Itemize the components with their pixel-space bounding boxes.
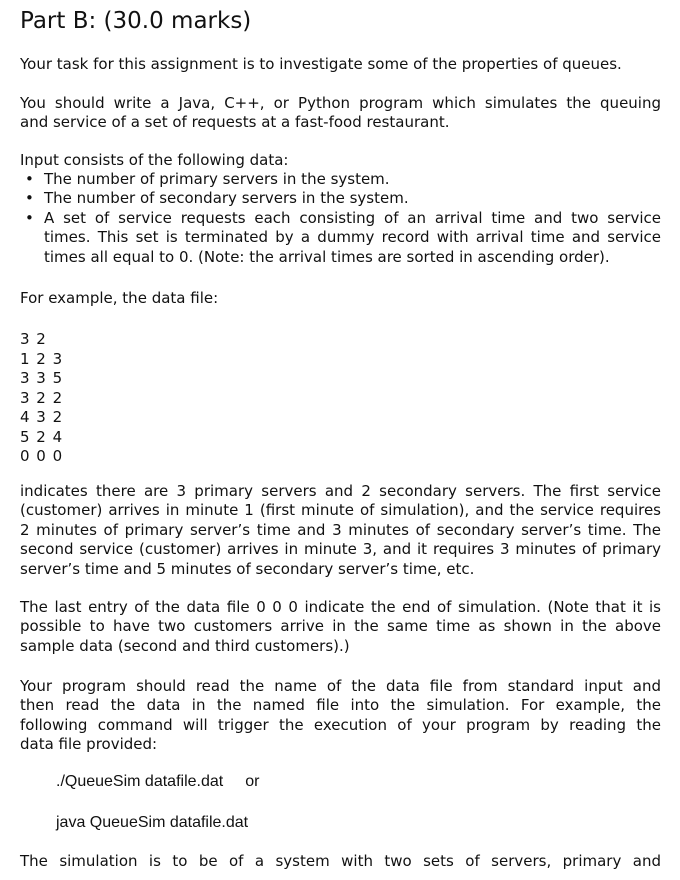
- data-line: 0 0 0: [20, 447, 64, 465]
- command-line-1: [56, 772, 259, 792]
- bullet-icon: •: [25, 208, 34, 227]
- bullet-text: The number of primary servers in the system.: [44, 170, 390, 188]
- command-text: java QueueSim datafile.dat: [56, 814, 249, 831]
- input-heading: [20, 151, 661, 170]
- paragraph-line: and service of a set of requests at a fast-food restaurant.: [20, 113, 450, 132]
- bullet-text: times. This set is terminated by a dummy record with arrival time and service: [44, 228, 661, 247]
- data-line: 3 2 2: [20, 388, 64, 407]
- program-paragraph: [20, 94, 661, 133]
- paragraph-line: second service (customer) arrives in minute 3, and it requires 3 minutes of primary: [20, 540, 661, 559]
- paragraph-line: indicates there are 3 primary servers and 2 secondary servers. The first service: [20, 482, 661, 500]
- paragraph-line: The last entry of the data file 0 0 0 indicate the end of simulation. (Note that it is: [20, 598, 661, 616]
- input-bullet-list: [20, 170, 661, 267]
- command-or: or: [245, 773, 260, 790]
- example-heading-text: For example, the data file:: [20, 289, 219, 307]
- input-heading-text: Input consists of the following data:: [20, 151, 289, 169]
- paragraph-line: following command will trigger the execution of your program by reading the: [20, 715, 661, 734]
- indicates-paragraph: [20, 482, 661, 579]
- intro-paragraph: [20, 55, 661, 74]
- command-text: ./QueueSim datafile.dat: [56, 773, 224, 790]
- paragraph-line: (customer) arrives in minute 1 (first minute of simulation), and the service requires: [20, 501, 661, 520]
- bullet-text: times all equal to 0. (Note: the arrival times are sorted in ascending order).: [44, 247, 610, 266]
- paragraph-line: 2 minutes of primary server’s time and 3 minutes of secondary server’s time. The: [20, 520, 661, 539]
- paragraph-line: sample data (second and third customers).): [20, 636, 350, 655]
- bullet-item: [20, 209, 661, 267]
- paragraph-line: server’s time and 5 minutes of secondary server’s time, etc.: [20, 559, 475, 578]
- paragraph-line: then read the data in the named file into the simulation. For example, the: [20, 696, 661, 715]
- bullet-item: [20, 170, 661, 189]
- data-line: 4 3 2: [20, 408, 64, 426]
- bullet-icon: •: [25, 189, 34, 208]
- intro-line: Your task for this assignment is to investigate some of the properties of queues.: [20, 55, 622, 73]
- read-paragraph: [20, 677, 661, 755]
- command-line-2: [56, 813, 248, 833]
- data-line: 5 2 4: [20, 427, 64, 446]
- data-line: 3 3 5: [20, 369, 64, 387]
- bullet-icon: •: [25, 170, 34, 188]
- paragraph-line: The simulation is to be of a system with two sets of servers, primary and: [20, 852, 661, 870]
- bullet-item: [20, 189, 661, 208]
- last-entry-paragraph: [20, 598, 661, 656]
- simulation-paragraph: [20, 852, 661, 871]
- data-line: 3 2: [20, 330, 47, 348]
- bullet-text: The number of secondary servers in the system.: [44, 189, 409, 208]
- data-file-sample: [20, 330, 63, 467]
- paragraph-line: data file provided:: [20, 735, 158, 754]
- section-title: Part B: (30.0 marks): [20, 8, 252, 34]
- data-line: 1 2 3: [20, 349, 64, 368]
- paragraph-line: Your program should read the name of the data file from standard input and: [20, 677, 661, 695]
- bullet-text: A set of service requests each consisting of an arrival time and two service: [44, 208, 661, 227]
- paragraph-line: You should write a Java, C++, or Python program which simulates the queuing: [20, 94, 661, 112]
- paragraph-line: possible to have two customers arrive in the same time as shown in the above: [20, 617, 661, 636]
- example-heading: [20, 289, 661, 308]
